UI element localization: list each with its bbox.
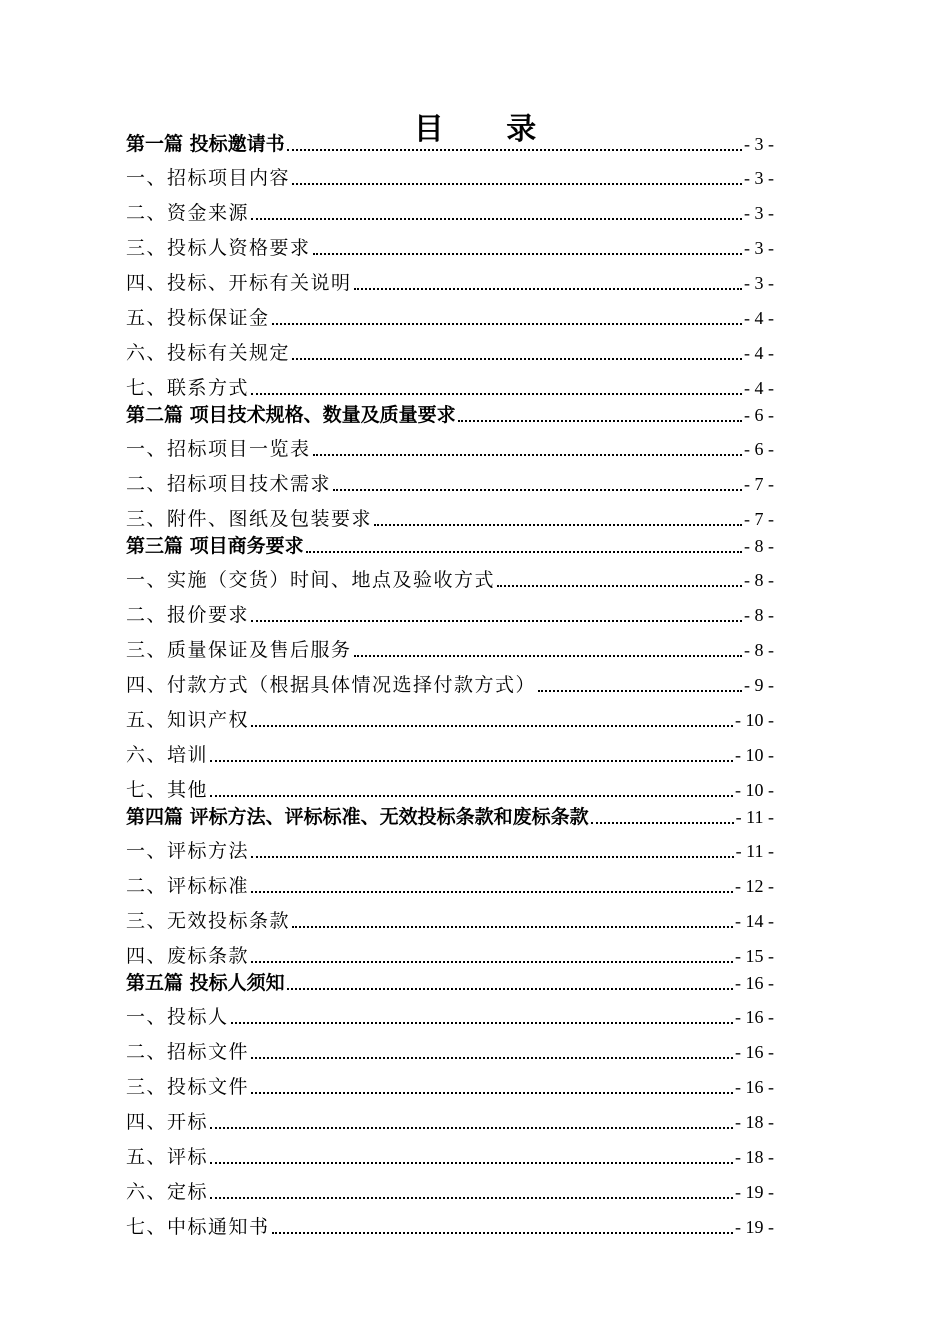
toc-entry-label: 六、培训 [126,744,209,766]
dot-leader [210,1127,733,1129]
toc-page-number: - 19 - [735,1182,774,1202]
toc-entry-label: 六、投标有关规定 [126,342,291,364]
toc-section-entry[interactable] [126,940,774,968]
toc-section-entry[interactable] [126,634,774,662]
toc-entry-label: 七、联系方式 [126,377,250,399]
toc-section-entry[interactable] [126,1176,774,1204]
toc-page-number: - 8 - [744,640,774,660]
toc-section-entry[interactable] [126,1036,774,1064]
toc-section-entry[interactable] [126,337,774,365]
toc-section-entry[interactable] [126,197,774,225]
dot-leader [458,420,742,422]
toc-entry-label: 一、投标人 [126,1006,229,1028]
dot-leader [497,585,742,587]
toc-page-number: - 7 - [744,509,774,529]
toc-page-number: - 12 - [735,876,774,896]
toc-page-number: - 18 - [735,1112,774,1132]
dot-leader [251,218,742,220]
toc-entry-label: 三、投标文件 [126,1076,250,1098]
toc-section-entry[interactable] [126,1106,774,1134]
toc-section-entry[interactable] [126,372,774,400]
toc-entry-label: 六、定标 [126,1181,209,1203]
dot-leader [591,822,734,824]
toc-page-number: - 11 - [735,807,774,827]
toc-section-entry[interactable] [126,599,774,627]
toc-part-entry[interactable] [126,399,774,427]
dot-leader [292,183,742,185]
toc-page-number: - 7 - [744,474,774,494]
toc-section-entry[interactable] [126,870,774,898]
toc-page-number: - 4 - [744,308,774,328]
toc-page-number: - 14 - [735,911,774,931]
toc-section-entry[interactable] [126,1141,774,1169]
toc-section-entry[interactable] [126,774,774,802]
toc-section-entry[interactable] [126,704,774,732]
dot-leader [313,454,742,456]
toc-entry-label: 第一篇 投标邀请书 [126,133,285,155]
dot-leader [313,253,742,255]
dot-leader [251,961,733,963]
toc-page-number: - 16 - [735,1042,774,1062]
toc-section-entry[interactable] [126,739,774,767]
dot-leader [354,288,742,290]
dot-leader [251,725,733,727]
toc-section-entry[interactable] [126,905,774,933]
toc-entry-label: 第五篇 投标人须知 [126,972,285,994]
toc-entry-label: 二、招标文件 [126,1041,250,1063]
toc-page-number: - 16 - [735,1007,774,1027]
toc-page-number: - 8 - [744,605,774,625]
dot-leader [272,323,742,325]
toc-page-number: - 8 - [744,536,774,556]
toc-entry-label: 三、质量保证及售后服务 [126,639,352,661]
toc-page-number: - 3 - [744,134,774,154]
toc-section-entry[interactable] [126,1211,774,1239]
toc-page-number: - 16 - [735,973,774,993]
toc-page-number: - 3 - [744,168,774,188]
toc-entry-label: 三、无效投标条款 [126,910,291,932]
dot-leader [354,655,742,657]
toc-page-number: - 16 - [735,1077,774,1097]
toc-section-entry[interactable] [126,835,774,863]
dot-leader [231,1022,733,1024]
toc-section-entry[interactable] [126,564,774,592]
toc-section-entry[interactable] [126,669,774,697]
dot-leader [333,489,742,491]
toc-entry-label: 二、资金来源 [126,202,250,224]
toc-part-entry[interactable] [126,967,774,995]
toc-entry-label: 第二篇 项目技术规格、数量及质量要求 [126,404,456,426]
toc-page-number: - 8 - [744,570,774,590]
toc-section-entry[interactable] [126,433,774,461]
dot-leader [287,988,733,990]
toc-entry-label: 一、实施（交货）时间、地点及验收方式 [126,569,496,591]
toc-section-entry[interactable] [126,162,774,190]
toc-page-number: - 3 - [744,203,774,223]
toc-entry-label: 四、废标条款 [126,945,250,967]
toc-entry-label: 七、其他 [126,779,209,801]
toc-page-number: - 9 - [744,675,774,695]
toc-entry-label: 四、开标 [126,1111,209,1133]
toc-page-number: - 6 - [744,405,774,425]
toc-page-number: - 19 - [735,1217,774,1237]
toc-page-number: - 3 - [744,273,774,293]
toc-page-number: - 10 - [735,710,774,730]
dot-leader [210,760,733,762]
dot-leader [538,690,742,692]
toc-entry-label: 二、评标标准 [126,875,250,897]
dot-leader [251,891,733,893]
toc-page-number: - 4 - [744,343,774,363]
toc-entry-label: 四、付款方式（根据具体情况选择付款方式） [126,674,537,696]
toc-entry-label: 三、投标人资格要求 [126,237,311,259]
toc-part-entry[interactable] [126,530,774,558]
toc-part-entry[interactable] [126,128,774,156]
dot-leader [210,1197,733,1199]
toc-entry-label: 四、投标、开标有关说明 [126,272,352,294]
toc-section-entry[interactable] [126,267,774,295]
toc-entry-label: 第四篇 评标方法、评标标准、无效投标条款和废标条款 [126,806,589,828]
dot-leader [210,1162,733,1164]
dot-leader [251,1057,733,1059]
toc-section-entry[interactable] [126,302,774,330]
dot-leader [306,551,742,553]
toc-entry-label: 一、招标项目内容 [126,167,291,189]
page-title: 目 录 [413,112,563,148]
toc-section-entry[interactable] [126,468,774,496]
dot-leader [251,393,742,395]
toc-entry-label: 五、评标 [126,1146,209,1168]
toc-page-number: - 6 - [744,439,774,459]
toc-entry-label: 一、招标项目一览表 [126,438,311,460]
toc-page-number: - 10 - [735,780,774,800]
dot-leader [292,926,733,928]
toc-page-number: - 18 - [735,1147,774,1167]
dot-leader [210,795,733,797]
toc-entry-label: 三、附件、图纸及包装要求 [126,508,373,530]
toc-entry-label: 一、评标方法 [126,840,250,862]
toc-section-entry[interactable] [126,1071,774,1099]
toc-page-number: - 4 - [744,378,774,398]
toc-page-number: - 11 - [735,841,774,861]
toc-entry-label: 五、投标保证金 [126,307,270,329]
toc-entry-label: 五、知识产权 [126,709,250,731]
dot-leader [251,620,742,622]
toc-section-entry[interactable] [126,1001,774,1029]
dot-leader [251,856,734,858]
dot-leader [272,1232,733,1234]
toc-page-number: - 3 - [744,238,774,258]
dot-leader [292,358,742,360]
toc-entry-label: 七、中标通知书 [126,1216,270,1238]
dot-leader [251,1092,733,1094]
toc-part-entry[interactable] [126,801,774,829]
dot-leader [374,524,742,526]
dot-leader [287,149,742,151]
toc-section-entry[interactable] [126,503,774,531]
toc-section-entry[interactable] [126,232,774,260]
toc-entry-label: 二、报价要求 [126,604,250,626]
toc-page-number: - 15 - [735,946,774,966]
toc-entry-label: 二、招标项目技术需求 [126,473,332,495]
toc-page-number: - 10 - [735,745,774,765]
toc-entry-label: 第三篇 项目商务要求 [126,535,304,557]
